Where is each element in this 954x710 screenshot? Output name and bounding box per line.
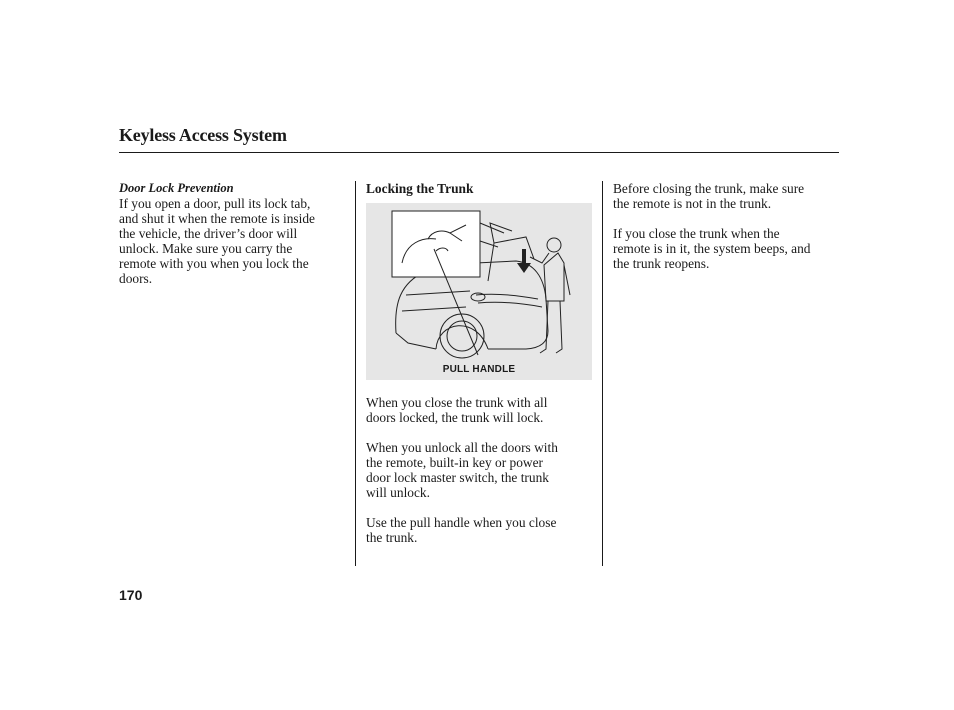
text-line: If you close the trunk when the (613, 226, 780, 241)
text-line: door lock master switch, the trunk (366, 470, 549, 485)
column-door-lock-prevention (119, 181, 347, 286)
text-line: Use the pull handle when you close (366, 515, 557, 530)
text-line: unlock. Make sure you carry the (119, 241, 293, 256)
text-line: remote with you when you lock the (119, 256, 309, 271)
trunk-illustration (366, 203, 592, 380)
title-divider (119, 152, 839, 153)
text-line: the remote is not in the trunk. (613, 196, 772, 211)
text-line: doors. (119, 271, 153, 286)
page-number: 170 (119, 587, 143, 603)
text-line: When you close the trunk with all (366, 395, 548, 410)
text-line: Before closing the trunk, make sure (613, 181, 805, 196)
column-trunk-notes (613, 181, 841, 271)
paragraph-gap (366, 425, 594, 440)
text-line: remote is in it, the system beeps, and (613, 241, 811, 256)
text-line: and shut it when the remote is inside (119, 211, 315, 226)
text-line: When you unlock all the doors with (366, 440, 558, 455)
paragraph-gap (366, 500, 594, 515)
subhead-locking-the-trunk: Locking the Trunk (366, 181, 474, 196)
figure-label-pull-handle: PULL HANDLE (442, 364, 516, 375)
text-line: doors locked, the trunk will lock. (366, 410, 544, 425)
text-line: the vehicle, the driver’s door will (119, 226, 298, 241)
paragraph-gap (613, 211, 841, 226)
car-trunk-drawing (366, 203, 592, 380)
text-line: will unlock. (366, 485, 430, 500)
subhead-door-lock-prevention: Door Lock Prevention (119, 181, 234, 195)
text-line: If you open a door, pull its lock tab, (119, 196, 311, 211)
text-line: the trunk. (366, 530, 418, 545)
column-divider-right (602, 181, 603, 566)
text-line: the trunk reopens. (613, 256, 710, 271)
column-divider-left (355, 181, 356, 566)
page-title: Keyless Access System (119, 125, 287, 145)
text-line: the remote, built-in key or power (366, 455, 544, 470)
